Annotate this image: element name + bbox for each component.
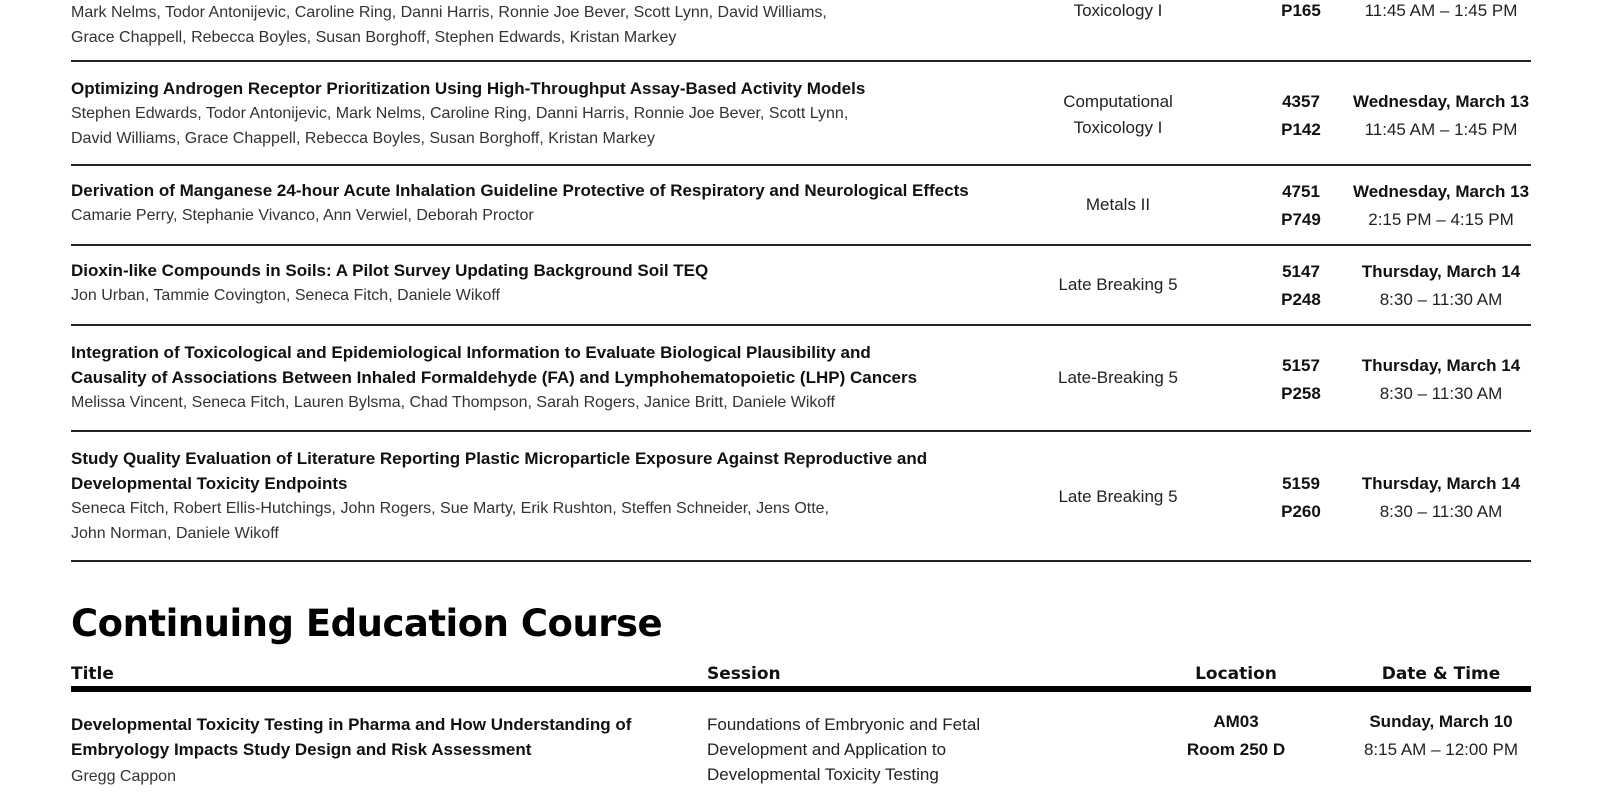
row-poster: P260 xyxy=(1281,502,1321,521)
row-abstract-number: 4357 xyxy=(1282,92,1320,111)
row-session: Late-Breaking 5 xyxy=(1057,368,1179,387)
course-time: 8:15 AM – 12:00 PM xyxy=(1363,740,1519,759)
row-date: Wednesday, March 13 xyxy=(1352,182,1530,201)
row-time: 2:15 PM – 4:15 PM xyxy=(1368,210,1514,229)
row-date: Thursday, March 14 xyxy=(1361,262,1521,281)
row-title: Integration of Toxicological and Epidemiological Information to Evaluate Biological Plausibility and Causality of Associations Between Inhaled Formaldehyde (FA) and Lymphohematopoietic (LHP) Cancers xyxy=(71,343,918,387)
course-row xyxy=(71,712,1531,800)
course-title: Developmental Toxicity Testing in Pharma and How Understanding of Embryology Impacts Study Design and Risk Assessment xyxy=(71,715,632,759)
row-poster: P749 xyxy=(1281,210,1321,229)
table-row xyxy=(71,62,1531,166)
course-date: Sunday, March 10 xyxy=(1369,712,1513,731)
section-heading: Continuing Education Course xyxy=(71,602,663,645)
row-time: 8:30 – 11:30 AM xyxy=(1379,502,1503,521)
row-date: Wednesday, March 13 xyxy=(1352,92,1530,111)
row-poster: P258 xyxy=(1281,384,1321,403)
row-date: Thursday, March 14 xyxy=(1361,474,1521,493)
row-authors: Seneca Fitch, Robert Ellis-Hutchings, John Rogers, Sue Marty, Erik Rushton, Steffen Schneider, Jens Otte, John Norman, Daniele Wikoff xyxy=(71,500,829,542)
row-abstract-number: 4751 xyxy=(1282,182,1320,201)
row-session: Late Breaking 5 xyxy=(1058,487,1178,506)
row-authors: Stephen Edwards, Todor Antonijevic, Mark Nelms, Caroline Ring, Danni Harris, Ronnie Joe Bever, Scott Lynn, David Williams, Grace Chappell, Rebecca Boyles, Susan Borghoff, Kristan Markey xyxy=(71,105,849,147)
row-abstract-number: 5159 xyxy=(1282,474,1320,493)
row-session: Metals II xyxy=(1085,195,1151,214)
header-title: Title xyxy=(71,664,114,684)
row-abstract-number: 5147 xyxy=(1282,262,1320,281)
course-room: Room 250 D xyxy=(1186,740,1286,759)
course-session: Foundations of Embryonic and Fetal Development and Application to Developmental Toxicity Testing xyxy=(707,715,981,784)
row-poster: P165 xyxy=(1281,1,1321,20)
row-session: Computational Toxicology I xyxy=(1063,92,1173,137)
row-title: Optimizing Androgen Receptor Prioritization Using High-Throughput Assay-Based Activity Models xyxy=(71,79,866,98)
row-title: Dioxin-like Compounds in Soils: A Pilot Survey Updating Background Soil TEQ xyxy=(71,261,709,280)
row-time: 8:30 – 11:30 AM xyxy=(1379,290,1503,309)
table-row xyxy=(71,326,1531,432)
course-presenter: Gregg Cappon xyxy=(71,768,176,785)
row-session: Late Breaking 5 xyxy=(1058,275,1178,294)
row-title: Derivation of Manganese 24-hour Acute Inhalation Guideline Protective of Respiratory and Neurological Effects xyxy=(71,181,969,200)
table-row xyxy=(71,432,1531,562)
table-header xyxy=(71,660,1531,692)
table-row xyxy=(71,166,1531,246)
row-authors: Camarie Perry, Stephanie Vivanco, Ann Verwiel, Deborah Proctor xyxy=(71,207,534,224)
row-date: Thursday, March 14 xyxy=(1361,356,1521,375)
header-date-time: Date & Time xyxy=(1381,664,1501,684)
row-abstract-number: 5157 xyxy=(1282,356,1320,375)
row-poster: P142 xyxy=(1281,120,1321,139)
row-time: 8:30 – 11:30 AM xyxy=(1379,384,1503,403)
table-row xyxy=(71,246,1531,326)
row-title: Study Quality Evaluation of Literature Reporting Plastic Microparticle Exposure Against Reproductive and Developmental Toxicity Endpoints xyxy=(71,449,928,493)
row-authors: Jon Urban, Tammie Covington, Seneca Fitch, Daniele Wikoff xyxy=(71,287,500,304)
row-authors: Mark Nelms, Todor Antonijevic, Caroline Ring, Danni Harris, Ronnie Joe Bever, Scott Lynn, David Williams, Grace Chappell, Rebecca Boyles, Susan Borghoff, Stephen Edwards, Kristan Markey xyxy=(71,4,827,46)
row-session: Toxicology I xyxy=(1073,1,1163,20)
row-time: 11:45 AM – 1:45 PM xyxy=(1364,120,1518,139)
course-location-code: AM03 xyxy=(1213,712,1259,731)
header-location: Location xyxy=(1195,664,1277,684)
row-time: 11:45 AM – 1:45 PM xyxy=(1364,1,1518,20)
row-poster: P248 xyxy=(1281,290,1321,309)
header-session: Session xyxy=(707,664,781,684)
table-row xyxy=(71,0,1531,62)
row-authors: Melissa Vincent, Seneca Fitch, Lauren Bylsma, Chad Thompson, Sarah Rogers, Janice Britt, Daniele Wikoff xyxy=(71,394,835,411)
